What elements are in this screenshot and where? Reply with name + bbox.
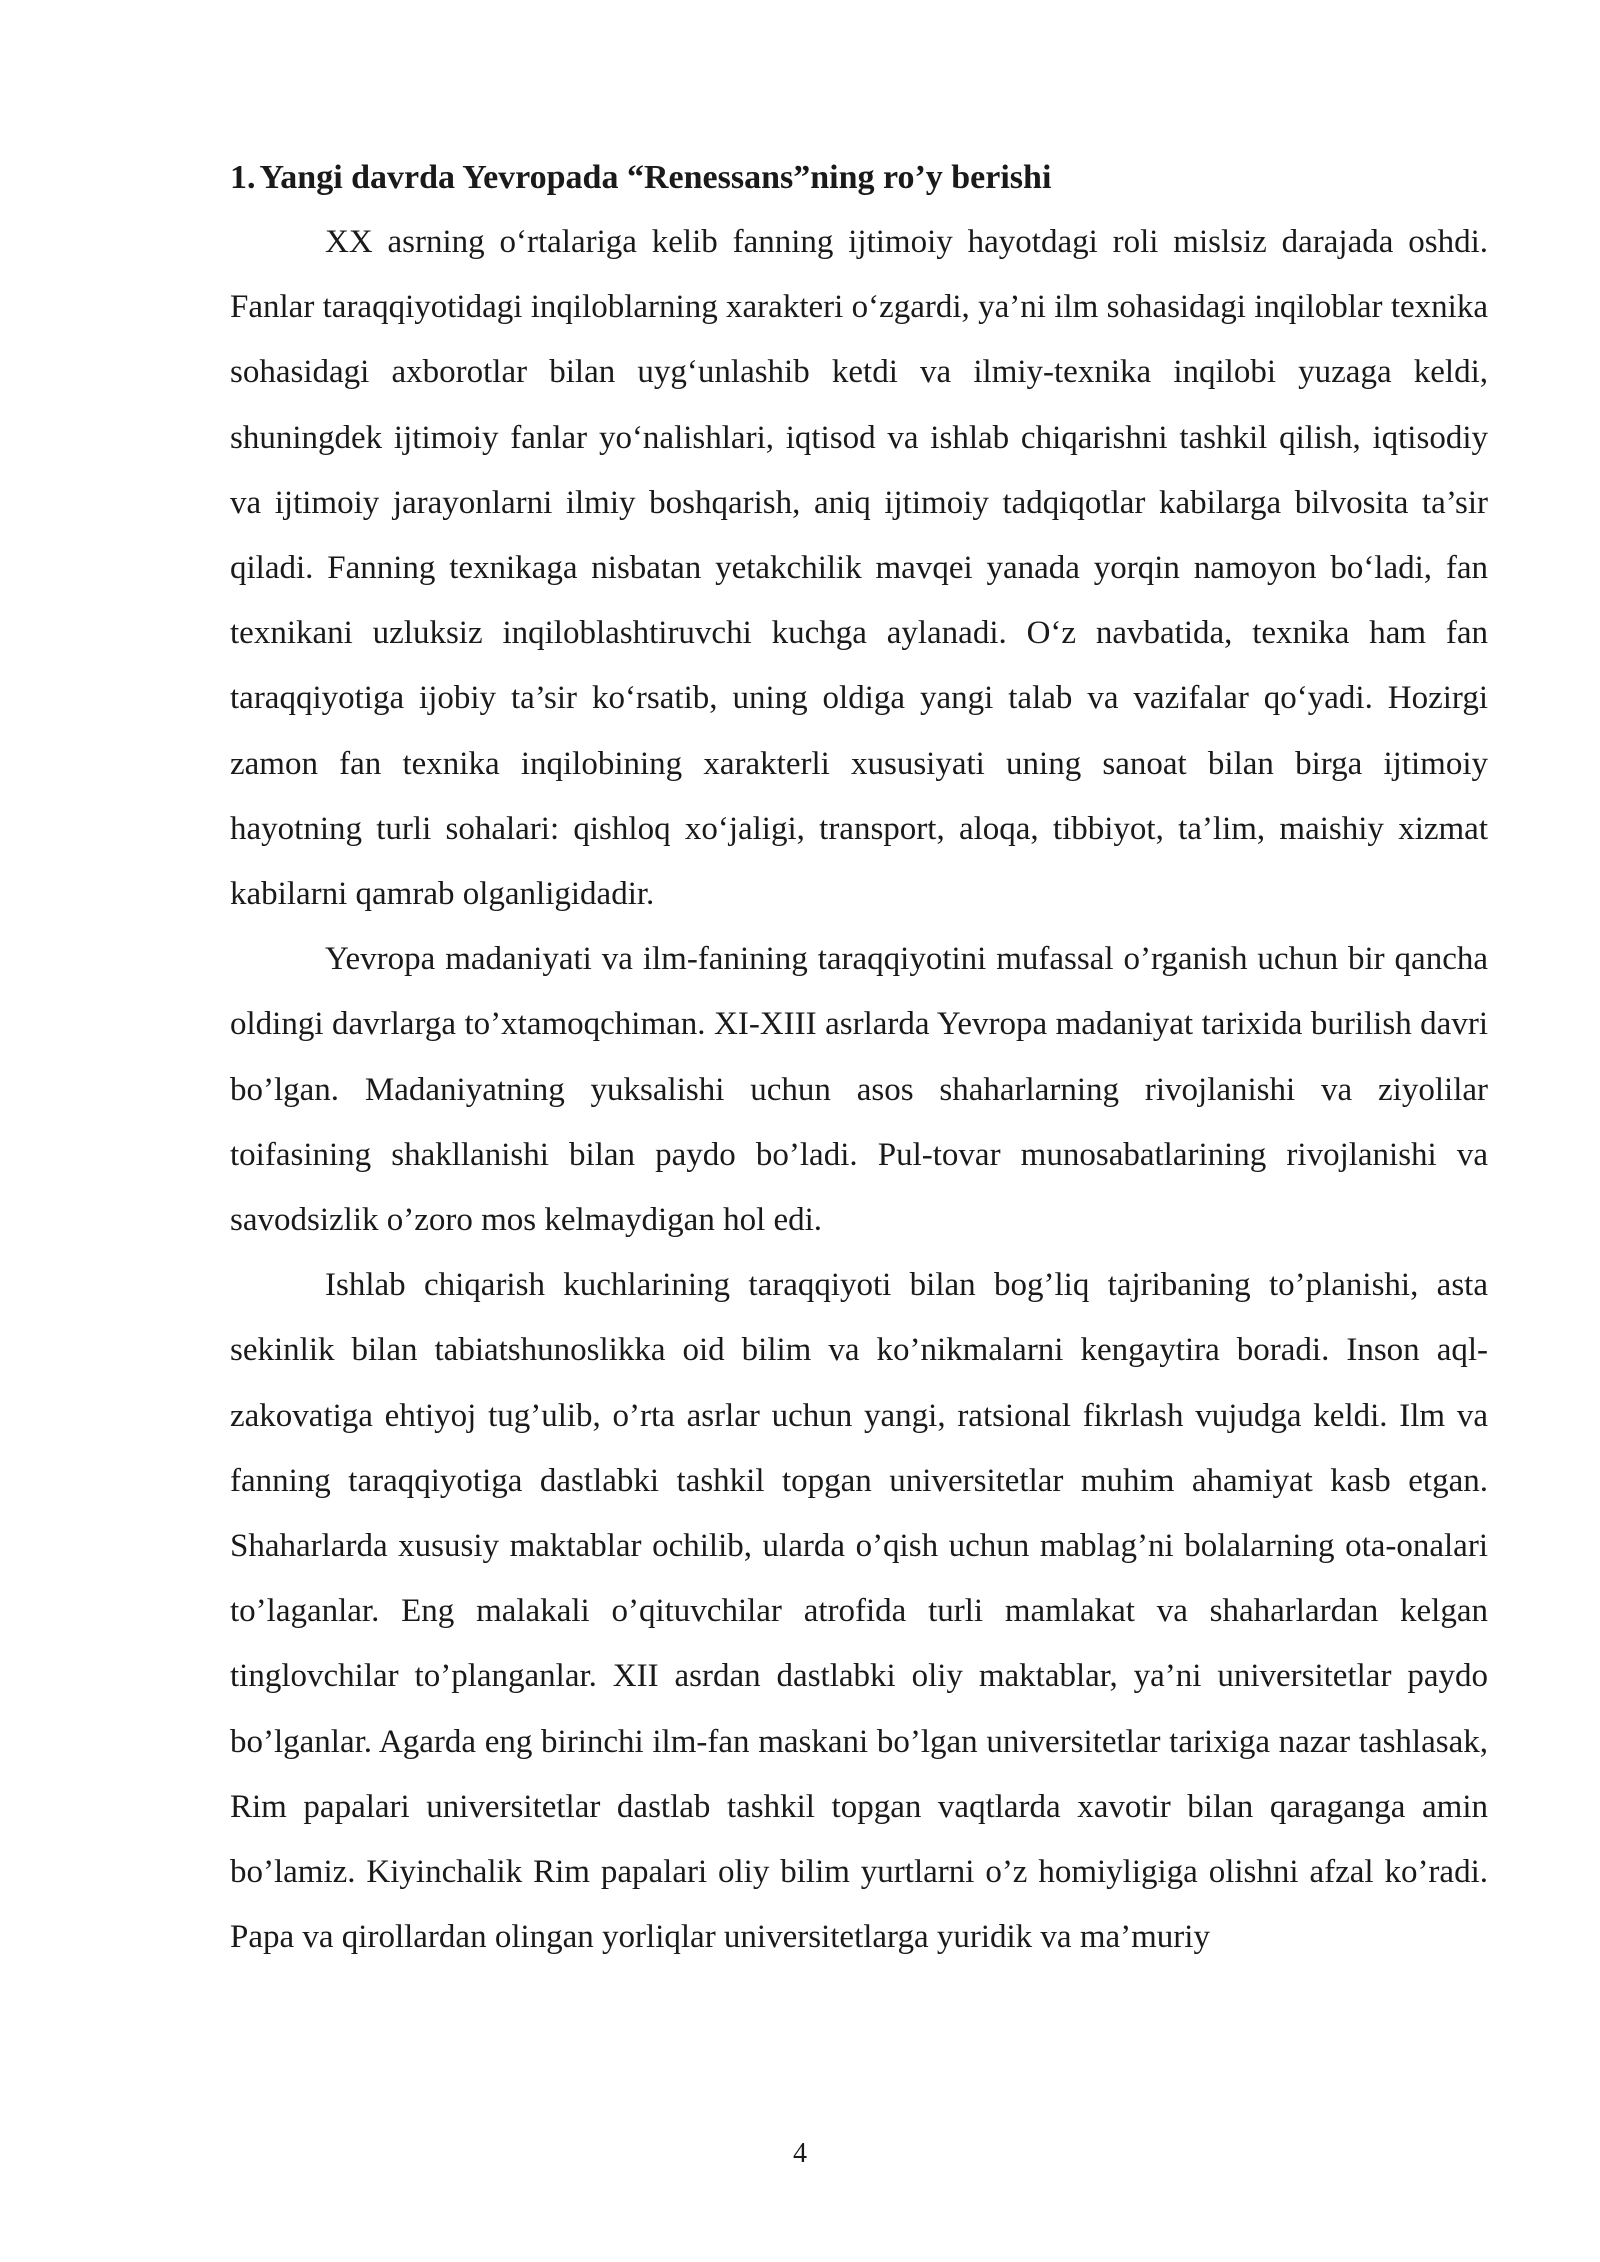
section-heading (230, 145, 1488, 210)
page-content (230, 145, 1488, 1970)
section-title: Yangi davrda Yevropada “Renessans”ning ro’y berishi (259, 159, 1052, 196)
paragraph-3: Ishlab chiqarish kuchlarining taraqqiyoti bilan bog’liq tajribaning to’planishi, asta sekinlik bilan tabiatshunoslikka oid bilim va ko’nikmalarni kengaytira boradi. Inson aql-zakovatiga ehtiyoj tug’ulib, o’rta asrlar uchun yangi, ratsional fikrlash vujudga keldi. Ilm va fanning taraqqiyotiga dastlabki tashkil topgan universitetlar muhim ahamiyat kasb etgan. Shaharlarda xususiy maktablar ochilib, ularda o’qish uchun mablag’ni bolalarning ota-onalari to’laganlar. Eng malakali o’qituvchilar atrofida turli mamlakat va shaharlardan kelgan tinglovchilar to’planganlar. XII asrdan dastlabki oliy maktablar, ya’ni universitetlar paydo bo’lganlar. Agarda eng birinchi ilm-fan maskani bo’lgan universitetlar tarixiga nazar tashlasak, Rim papalari universitetlar dastlab tashkil topgan vaqtlarda xavotir bilan qaraganga amin bo’lamiz. Kiyinchalik Rim papalari oliy bilim yurtlarni o’z homiyligiga olishni afzal ko’radi. Papa va qirollardan olingan yorliqlar universitetlarga yuridik va ma’muriy (230, 1267, 1488, 1956)
paragraph-2: Yevropa madaniyati va ilm-fanining taraqqiyotini mufassal o’rganish uchun bir qancha oldingi davrlarga to’xtamoqchiman. XI-XIII asrlarda Yevropa madaniyat tarixida burilish davri bo’lgan. Madaniyatning yuksalishi uchun asos shaharlarning rivojlanishi va ziyolilar toifasining shakllanishi bilan paydo bo’ladi. Pul-tovar munosabatlarining rivojlanishi va savodsizlik o’zoro mos kelmaydigan hol edi. (230, 941, 1488, 1239)
page-number: 4 (793, 2138, 807, 2169)
paragraph-1: XX asrning o‘rtalariga kelib fanning ijtimoiy hayotdagi roli mislsiz darajada oshdi. Fanlar taraqqiyotidagi inqiloblarning xarakteri o‘zgardi, ya’ni ilm sohasidagi inqiloblar texnika sohasidagi axborotlar bilan uyg‘unlashib ketdi va ilmiy-texnika inqilobi yuzaga keldi, shuningdek ijtimoiy fanlar yo‘nalishlari, iqtisod va ishlab chiqarishni tashkil qilish, iqtisodiy va ijtimoiy jarayonlarni ilmiy boshqarish, aniq ijtimoiy tadqiqotlar kabilarga bilvosita ta’sir qiladi. Fanning texnikaga nisbatan yetakchilik mavqei yanada yorqin namoyon bo‘ladi, fan texnikani uzluksiz inqiloblashtiruvchi kuchga aylanadi. O‘z navbatida, texnika ham fan taraqqiyotiga ijobiy ta’sir ko‘rsatib, uning oldiga yangi talab va vazifalar qo‘yadi. Hozirgi zamon fan texnika inqilobining xarakterli xususiyati uning sanoat bilan birga ijtimoiy hayotning turli sohalari: qishloq xo‘jaligi, transport, aloqa, tibbiyot, ta’lim, maishiy xizmat kabilarni qamrab olganligidadir. (230, 224, 1488, 913)
section-number: 1. (230, 159, 256, 196)
